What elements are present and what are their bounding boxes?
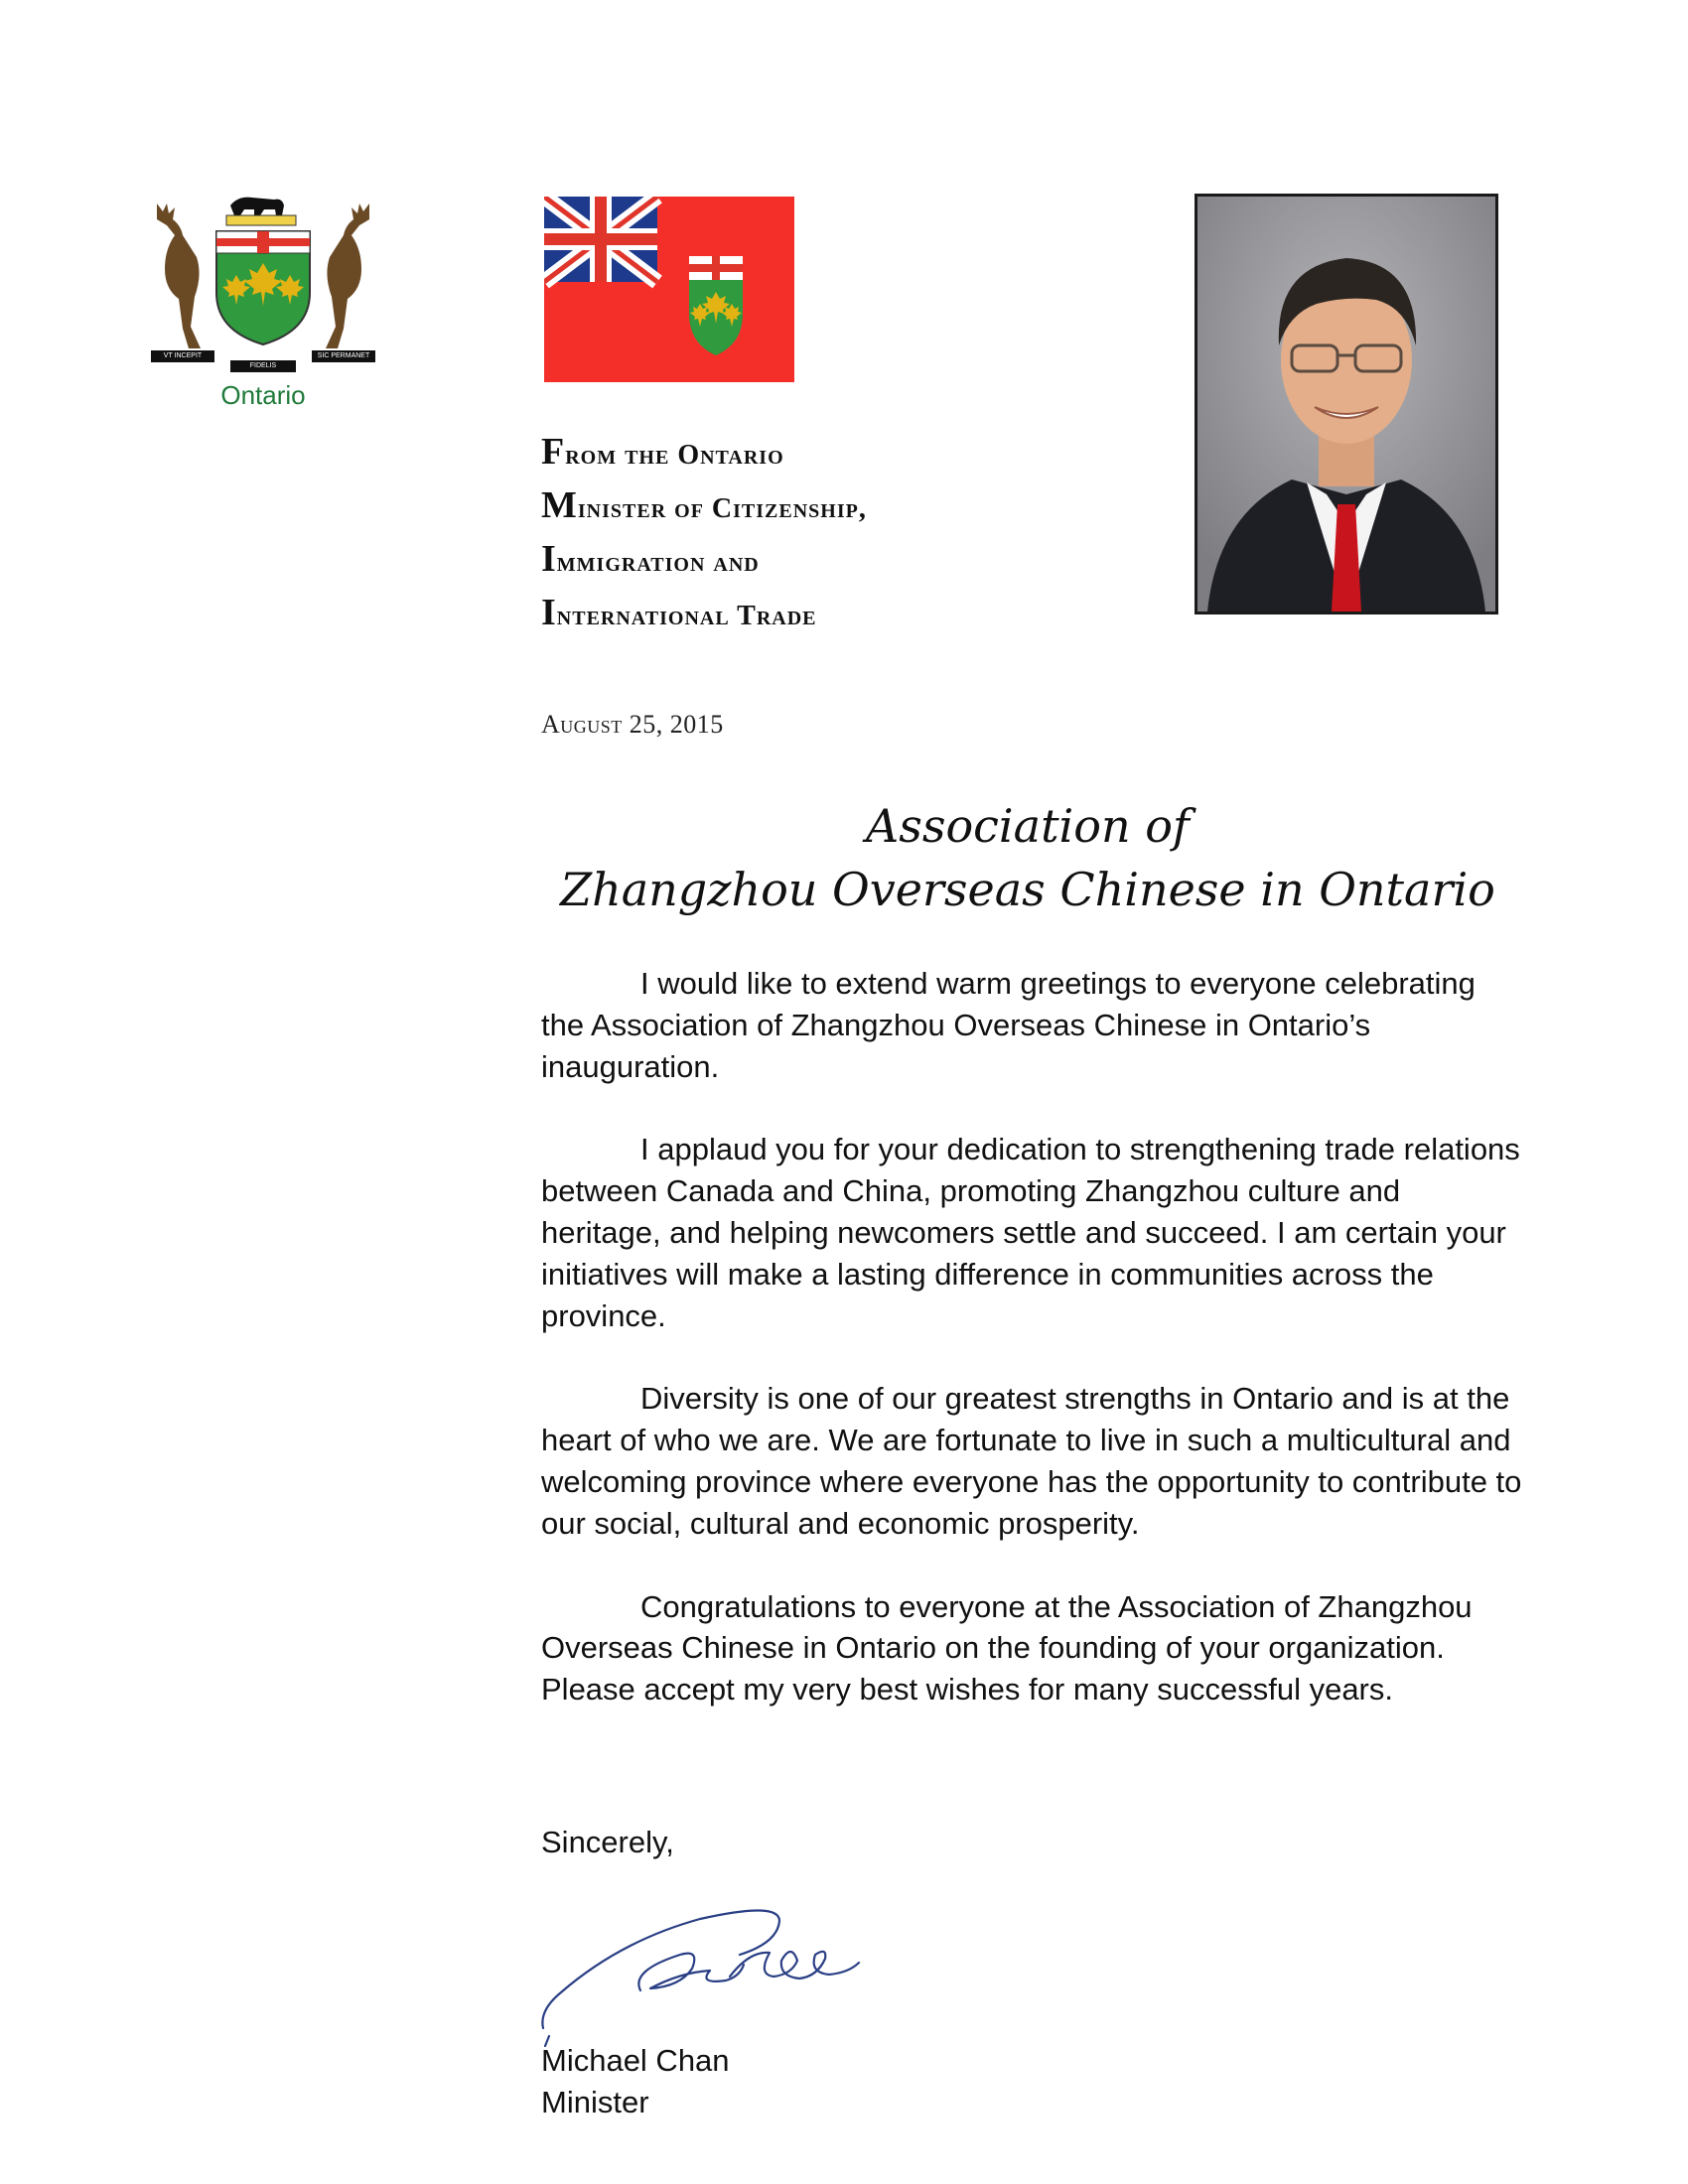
body-paragraph: Diversity is one of our greatest strengths in Ontario and is at the heart of who we are. We are fortunate to live in such a multicultural and welcoming province where everyone has the opportunity to contribute to our social, cultural and economic prosperity. <box>541 1381 1522 1541</box>
ontario-wordmark: Ontario <box>220 380 306 410</box>
body-paragraph: I applaud you for your dedication to strengthening trade relations between Canada and China, promoting Zhangzhou culture and heritage, and helping newcomers settle and succeed. I am certain your initiatives will make a lasting difference in communities across the province. <box>541 1132 1520 1333</box>
ontario-flag <box>544 197 794 382</box>
header-line-1: From the Ontario <box>541 431 784 473</box>
recipient-line-2: Zhangzhou Overseas Chinese in Ontario <box>560 863 1495 916</box>
signature-icon <box>531 1881 909 2050</box>
letter-body <box>541 963 1524 1752</box>
signatory-title: Minister <box>541 2085 649 2119</box>
ontario-flag-icon <box>544 197 794 382</box>
header-line-2: Minister of Citizenship, <box>541 484 867 526</box>
handwritten-signature <box>531 1881 909 2050</box>
header-line-4: International Trade <box>541 592 817 633</box>
ontario-coat-of-arms <box>149 194 377 417</box>
body-paragraph: I would like to extend warm greetings to everyone celebrating the Association of Zhangzhou Overseas Chinese in Ontario’s inauguration. <box>541 966 1476 1084</box>
body-paragraph: Congratulations to everyone at the Association of Zhangzhou Overseas Chinese in Ontario on the founding of your organization. Please accept my very best wishes for many successful years. <box>541 1588 1473 1707</box>
closing-salutation: Sincerely, <box>541 1825 674 1859</box>
portrait-image <box>1197 197 1495 612</box>
recipient-line-1: Association of <box>866 799 1190 853</box>
recipient-block <box>541 794 1514 921</box>
minister-portrait <box>1195 194 1498 614</box>
motto-right: SIC PERMANET <box>317 352 370 359</box>
motto-center: FIDELIS <box>249 362 277 369</box>
letterhead-title <box>541 427 1177 641</box>
motto-left: VT INCEPIT <box>163 352 203 359</box>
header-line-3: Immigration and <box>541 538 760 580</box>
letter-date: August 25, 2015 <box>541 710 724 739</box>
signatory-name: Michael Chan <box>541 2043 730 2078</box>
